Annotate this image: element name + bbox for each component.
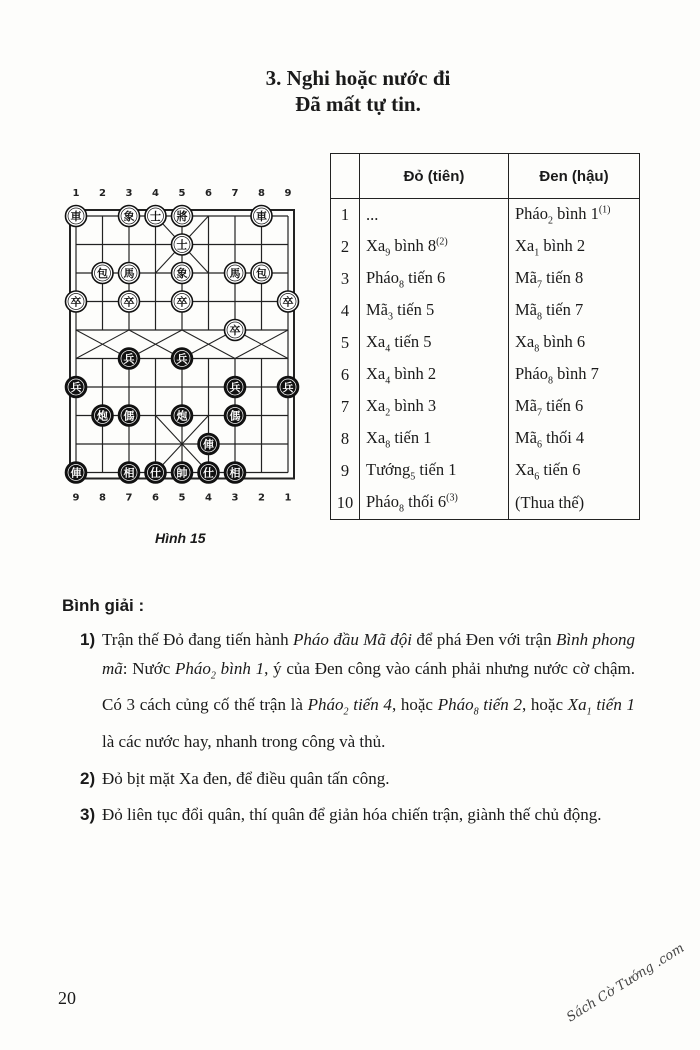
- black-move: (Thua thế): [509, 487, 640, 520]
- piece-label: 象: [123, 210, 135, 224]
- move-number: 2: [331, 231, 360, 263]
- red-move: Pháo$_8$ thối 6$^{(3)}$: [360, 487, 509, 520]
- piece-label: 相: [123, 466, 135, 480]
- note-number: 3): [80, 805, 96, 824]
- top-file-label: 8: [258, 188, 265, 199]
- red-move: $Xa_9$ bình 8$^{(2)}$: [360, 231, 509, 263]
- note-body: Trận thế Đỏ đang tiến hành Pháo đầu Mã đội để phá Đen với trận Bình phong mã: Nước Pháo$_2$ bình 1, ý của Đen công vào cánh phải nhưng nước cờ chậm. Có 3 cách củng cố thế trận là Pháo$_2$ tiến 4, hoặc Pháo$_8$ tiến 2, hoặc $Xa_1$ tiến 1 là các nước hay, nhanh trong công và thủ.: [102, 630, 636, 751]
- top-file-label: 6: [205, 188, 212, 199]
- move-number: 1: [331, 199, 360, 232]
- move-row: [331, 487, 640, 520]
- black-move: $Xa_6$ tiến 6: [509, 455, 640, 487]
- piece-label: 炮: [97, 409, 108, 423]
- piece-label: 卒: [123, 295, 135, 309]
- header-black: Đen (hậu): [509, 154, 640, 199]
- move-row: [331, 199, 640, 232]
- bottom-file-label: 7: [125, 492, 133, 504]
- piece-label: 俥: [203, 438, 214, 452]
- top-file-label: 7: [231, 188, 239, 199]
- piece-label: 傌: [229, 409, 241, 423]
- watermark-text: Sách Cờ Tướng .com: [564, 940, 688, 1026]
- title-line-1: 3. Nghi hoặc nước đi: [265, 66, 451, 90]
- red-move: $Xa_4$ tiến 5: [360, 327, 509, 359]
- red-move: $Xa_8$ tiến 1: [360, 423, 509, 455]
- note-number: 2): [80, 769, 96, 788]
- piece-label: 俥: [70, 466, 82, 480]
- bottom-file-label: 4: [205, 492, 212, 504]
- piece-label: 包: [256, 267, 267, 281]
- board-diagram: [62, 180, 310, 510]
- red-move: Tướng$_5$ tiến 1: [360, 455, 509, 487]
- piece-label: 仕: [203, 466, 214, 480]
- piece-label: 兵: [282, 381, 294, 395]
- piece-label: 帥: [176, 466, 188, 480]
- black-move: $Mã_6$ thối 4: [509, 423, 640, 455]
- header-red: Đỏ (tiên): [360, 154, 509, 199]
- piece-label: 車: [256, 210, 267, 224]
- black-move: $Mã_7$ tiến 8: [509, 263, 640, 295]
- black-move: $Mã_7$ tiến 6: [509, 391, 640, 423]
- piece-label: 包: [97, 267, 108, 281]
- note-2: [80, 764, 635, 793]
- piece-label: 相: [229, 466, 241, 480]
- move-number: 10: [331, 487, 360, 520]
- red-move: Pháo$_8$ tiến 6: [360, 263, 509, 295]
- watermark-logo: [560, 940, 700, 1030]
- piece-label: 卒: [70, 295, 82, 309]
- note-3: [80, 800, 635, 829]
- moves-table: [330, 153, 640, 520]
- note-1: [80, 625, 635, 756]
- top-file-label: 3: [125, 188, 133, 199]
- move-row: [331, 455, 640, 487]
- black-move: Pháo$_2$ bình 1$^{(1)}$: [509, 199, 640, 232]
- piece-label: 士: [150, 210, 161, 224]
- move-row: [331, 295, 640, 327]
- bottom-file-label: 3: [231, 492, 239, 504]
- piece-label: 仕: [150, 466, 161, 480]
- bottom-file-label: 6: [152, 492, 159, 504]
- bottom-file-label: 2: [258, 492, 265, 504]
- black-move: $Xa_1$ bình 2: [509, 231, 640, 263]
- red-move: $Mã_3$ tiến 5: [360, 295, 509, 327]
- top-file-label: 2: [99, 188, 106, 199]
- bottom-file-label: 5: [178, 492, 186, 504]
- piece-label: 兵: [70, 381, 82, 395]
- move-number: 4: [331, 295, 360, 327]
- move-row: [331, 231, 640, 263]
- red-move: ...: [360, 199, 509, 232]
- piece-label: 炮: [176, 409, 188, 423]
- bottom-file-label: 1: [284, 492, 292, 504]
- black-move: Pháo$_8$ bình 7: [509, 359, 640, 391]
- move-number: 6: [331, 359, 360, 391]
- moves-table-header: [331, 154, 640, 199]
- piece-label: 車: [70, 210, 82, 224]
- move-row: [331, 327, 640, 359]
- header-number: [331, 154, 360, 199]
- piece-label: 馬: [229, 267, 241, 281]
- piece-label: 象: [176, 267, 188, 281]
- move-number: 5: [331, 327, 360, 359]
- top-file-label: 9: [284, 188, 292, 199]
- piece-label: 士: [176, 238, 188, 252]
- black-move: $Xa_8$ bình 6: [509, 327, 640, 359]
- piece-label: 將: [176, 210, 188, 224]
- note-body: Đỏ bịt mặt Xa đen, để điều quân tấn công.: [102, 769, 390, 788]
- piece-label: 兵: [123, 352, 135, 366]
- red-move: $Xa_4$ bình 2: [360, 359, 509, 391]
- piece-label: 傌: [123, 409, 135, 423]
- top-file-label: 5: [178, 188, 186, 199]
- note-body: Đỏ liên tục đổi quân, thí quân để giản hóa chiến trận, giành thế chủ động.: [102, 805, 602, 824]
- note-number: 1): [80, 630, 96, 649]
- top-file-label: 1: [72, 188, 80, 199]
- page-number: 20: [58, 988, 76, 1008]
- bottom-file-label: 9: [72, 492, 80, 504]
- red-move: $Xa_2$ bình 3: [360, 391, 509, 423]
- bottom-file-label: 8: [99, 492, 106, 504]
- piece-label: 馬: [123, 267, 135, 281]
- top-file-label: 4: [152, 188, 159, 199]
- piece-label: 卒: [176, 295, 188, 309]
- black-move: $Mã_8$ tiến 7: [509, 295, 640, 327]
- piece-label: 卒: [282, 295, 294, 309]
- move-number: 9: [331, 455, 360, 487]
- move-row: [331, 359, 640, 391]
- piece-label: 卒: [229, 324, 241, 338]
- move-number: 3: [331, 263, 360, 295]
- figure-caption: Hình 15: [155, 530, 206, 546]
- move-row: [331, 391, 640, 423]
- xiangqi-board: [62, 180, 310, 510]
- move-number: 8: [331, 423, 360, 455]
- piece-label: 兵: [229, 381, 241, 395]
- title-line-2: Đã mất tự tin.: [295, 92, 421, 116]
- move-row: [331, 263, 640, 295]
- move-row: [331, 423, 640, 455]
- commentary-heading: Bình giải :: [62, 596, 145, 615]
- move-number: 7: [331, 391, 360, 423]
- piece-label: 兵: [176, 352, 188, 366]
